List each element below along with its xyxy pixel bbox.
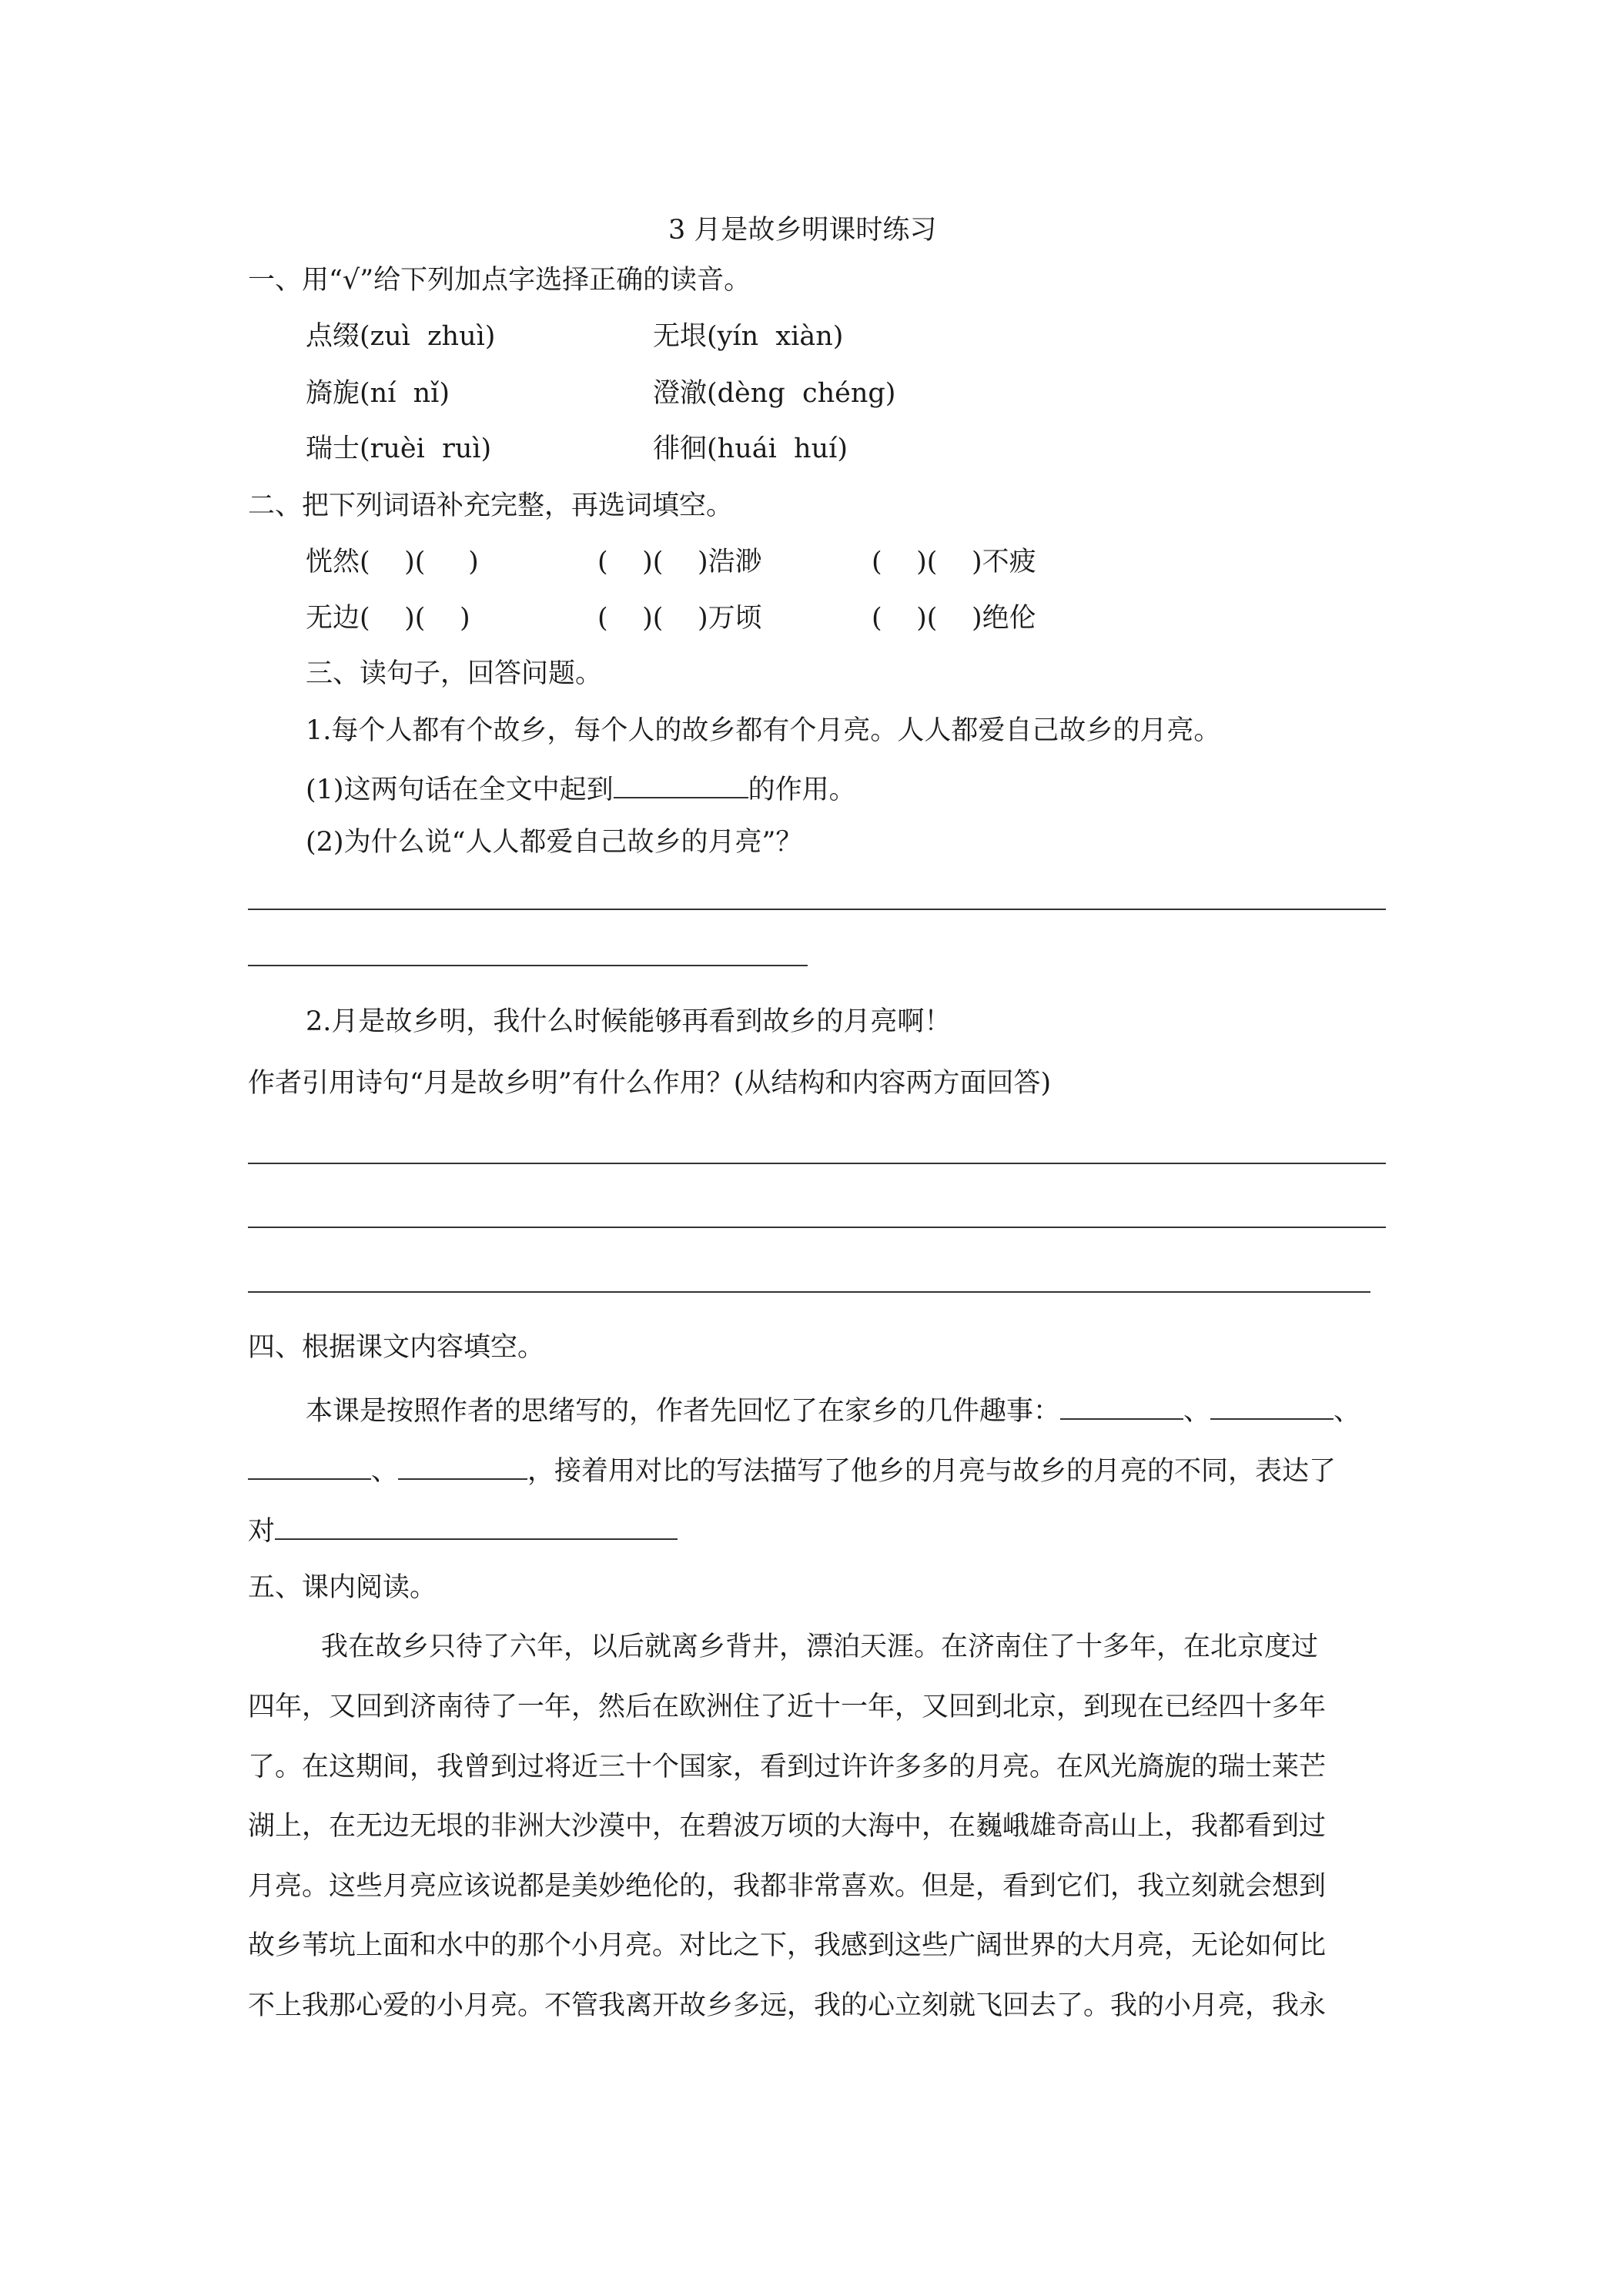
passage-line: 四年，又回到济南待了一年，然后在欧洲住了近十一年，又回到北京，到现在已经四十多年 xyxy=(248,1692,1327,1722)
fill-line-2 xyxy=(248,1455,1336,1485)
answer-blank[interactable] xyxy=(275,1515,678,1540)
fill-line-3 xyxy=(248,1515,678,1545)
question-2: 作者引用诗句“月是故乡明”有什么作用？(从结构和内容两方面回答) xyxy=(248,1068,1052,1099)
fill-text: ，接着用对比的写法描写了他乡的月亮与故乡的月亮的不同，表达了 xyxy=(527,1456,1337,1487)
page-title: 3 月是故乡明课时练习 xyxy=(668,215,937,246)
question-1a-tail: 的作用。 xyxy=(748,775,856,805)
passage-line: 故乡苇坑上面和水中的那个小月亮。对比之下，我感到这些广阔世界的大月亮，无论如何比 xyxy=(248,1930,1327,1961)
section3-heading: 三、读句子，回答问题。 xyxy=(306,658,603,689)
question-sentence: 2.月是故乡明，我什么时候能够再看到故乡的月亮啊！ xyxy=(306,1006,952,1037)
fill-line-1 xyxy=(306,1395,1360,1425)
pinyin-item: 徘徊(huái huí) xyxy=(653,433,848,464)
word-fill-item: ( )( )不疲 xyxy=(872,547,1036,577)
answer-blank[interactable] xyxy=(1060,1395,1183,1420)
question-sentence: 1.每个人都有个故乡，每个人的故乡都有个月亮。人人都爱自己故乡的月亮。 xyxy=(306,715,1221,746)
word-fill-item: ( )( )绝伦 xyxy=(872,603,1036,634)
fill-text: 对 xyxy=(248,1516,276,1547)
answer-line[interactable] xyxy=(248,909,1386,910)
answer-blank[interactable] xyxy=(248,1455,371,1480)
word-fill-item: 恍然( )( ) xyxy=(306,547,479,577)
passage-line: 湖上，在无边无垠的非洲大沙漠中，在碧波万顷的大海中，在巍峨雄奇高山上，我都看到过 xyxy=(248,1811,1327,1842)
answer-blank[interactable] xyxy=(398,1455,527,1480)
word-fill-item: ( )( )万顷 xyxy=(597,603,762,634)
question-1b: (2)为什么说“人人都爱自己故乡的月亮”？ xyxy=(306,827,803,858)
passage-line: 月亮。这些月亮应该说都是美妙绝伦的，我都非常喜欢。但是，看到它们，我立刻就会想到 xyxy=(248,1871,1327,1902)
section5-heading: 五、课内阅读。 xyxy=(248,1572,437,1603)
answer-line[interactable] xyxy=(248,965,808,966)
passage-line: 不上我那心爱的小月亮。不管我离开故乡多远，我的心立刻就飞回去了。我的小月亮，我永 xyxy=(248,1990,1327,2021)
pinyin-item: 点缀(zuì zhuì) xyxy=(306,321,496,352)
separator: 、 xyxy=(371,1456,399,1487)
answer-blank[interactable] xyxy=(1210,1395,1334,1420)
pinyin-item: 澄澈(dèng chéng) xyxy=(653,378,896,409)
passage-line: 我在故乡只待了六年，以后就离乡背井，漂泊天涯。在济南住了十多年，在北京度过 xyxy=(321,1632,1319,1662)
separator: 、 xyxy=(1334,1396,1361,1427)
section1-heading: 一、用“√”给下列加点字选择正确的读音。 xyxy=(248,265,751,296)
separator: 、 xyxy=(1183,1396,1211,1427)
question-1a xyxy=(306,774,856,804)
question-1a-text: (1)这两句话在全文中起到 xyxy=(306,775,614,805)
pinyin-item: 瑞士(ruèi ruì) xyxy=(306,433,492,464)
answer-blank[interactable] xyxy=(614,774,748,798)
section2-heading: 二、把下列词语补充完整，再选词填空。 xyxy=(248,490,734,521)
answer-line[interactable] xyxy=(248,1227,1386,1228)
pinyin-item: 旖旎(ní nǐ) xyxy=(306,378,450,409)
pinyin-item: 无垠(yín xiàn) xyxy=(653,321,844,352)
word-fill-item: ( )( )浩渺 xyxy=(597,547,762,577)
passage-line: 了。在这期间，我曾到过将近三十个国家，看到过许许多多的月亮。在风光旖旎的瑞士莱芒 xyxy=(248,1752,1327,1782)
answer-line[interactable] xyxy=(248,1291,1370,1293)
section4-heading: 四、根据课文内容填空。 xyxy=(248,1332,545,1363)
word-fill-item: 无边( )( ) xyxy=(306,603,470,634)
fill-text: 本课是按照作者的思绪写的，作者先回忆了在家乡的几件趣事： xyxy=(306,1396,1061,1427)
answer-line[interactable] xyxy=(248,1163,1386,1164)
